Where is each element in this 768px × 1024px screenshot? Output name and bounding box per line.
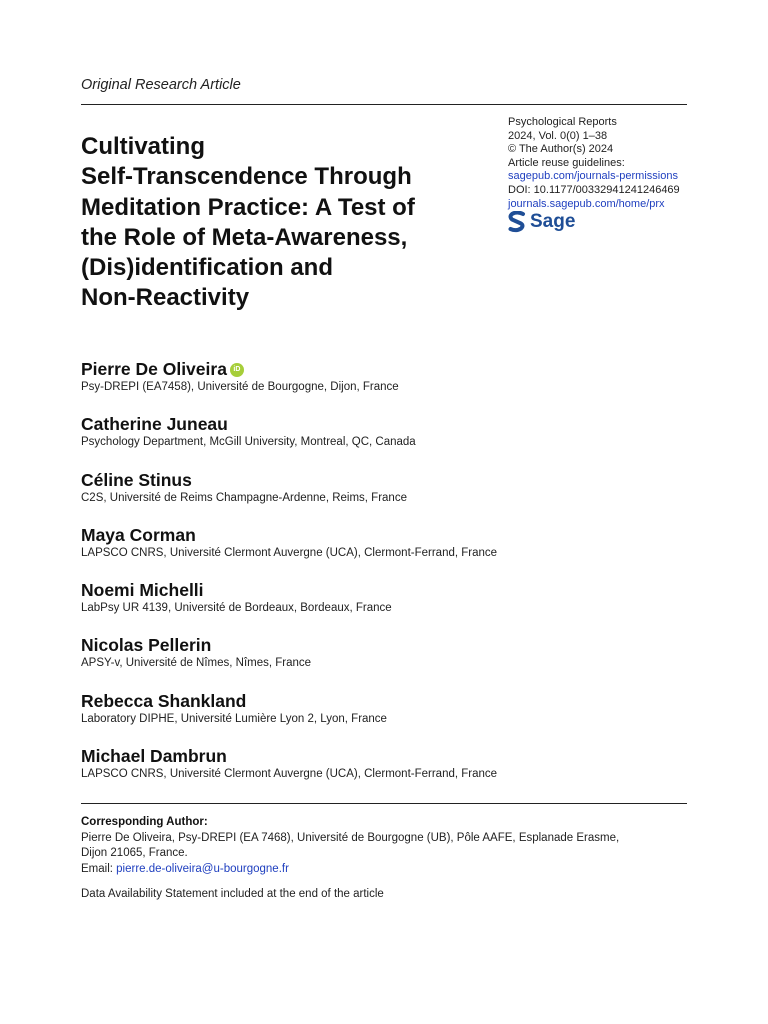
footer-divider	[81, 803, 687, 804]
sage-logo-icon	[508, 211, 526, 233]
corresponding-email-row	[81, 862, 691, 878]
top-divider	[81, 104, 687, 105]
title-line: the Role of Meta-Awareness,	[81, 223, 408, 251]
author-entry	[81, 580, 701, 635]
title-line: Cultivating	[81, 133, 205, 160]
author-affiliation: Psy-DREPI (EA7458), Université de Bourgogne, Dijon, France	[81, 381, 399, 393]
author-name: Nicolas Pellerin	[81, 635, 212, 656]
email-label: Email:	[81, 862, 117, 875]
author-affiliation: LAPSCO CNRS, Université Clermont Auvergne (UCA), Clermont-Ferrand, France	[81, 546, 498, 559]
author-entry	[81, 525, 701, 580]
publisher-logo[interactable]	[508, 211, 575, 233]
title-line: (Dis)identification and	[81, 254, 333, 282]
author-affiliation: APSY-v, Université de Nîmes, Nîmes, France	[81, 657, 312, 670]
article-title	[81, 132, 491, 314]
author-name: Maya Corman	[81, 524, 196, 545]
publisher-name: Sage	[530, 211, 576, 232]
corresponding-address-line: Dijon 21065, France.	[81, 847, 188, 859]
author-entry	[81, 414, 701, 469]
article-type-label: Original Research Article	[81, 77, 241, 93]
title-line: Non-Reactivity	[81, 284, 250, 312]
doi-text: DOI: 10.1177/00332941241246469	[508, 183, 680, 196]
title-line: Meditation Practice: A Test of	[81, 193, 415, 221]
author-name: Rebecca Shankland	[81, 690, 247, 711]
author-affiliation: LabPsy UR 4139, Université de Bordeaux, Bordeaux, France	[81, 602, 392, 615]
journal-name: Psychological Reports	[508, 116, 617, 128]
author-entry	[81, 635, 701, 690]
author-affiliation: C2S, Université de Reims Champagne-Ardenne, Reims, France	[81, 491, 407, 504]
data-availability-statement: Data Availability Statement included at the end of the article	[81, 888, 384, 900]
reuse-guidelines-link[interactable]: sagepub.com/journals-permissions	[508, 170, 678, 183]
author-entry	[81, 691, 701, 746]
journal-homepage-link[interactable]: journals.sagepub.com/home/prx	[508, 197, 665, 210]
author-entry	[81, 359, 701, 414]
author-name: Pierre De Oliveira	[81, 359, 227, 379]
corresponding-author-heading: Corresponding Author:	[81, 816, 208, 828]
author-name: Céline Stinus	[81, 469, 192, 490]
corresponding-address-line: Pierre De Oliveira, Psy-DREPI (EA 7468), Université de Bourgogne (UB), Pôle AAFE, Esplanade Erasme,	[81, 831, 620, 844]
author-name: Michael Dambrun	[81, 746, 227, 767]
corresponding-author-block	[81, 815, 691, 877]
journal-metadata	[508, 116, 698, 211]
author-list	[81, 359, 701, 801]
journal-volume: 2024, Vol. 0(0) 1–38	[508, 129, 608, 142]
author-affiliation: Psychology Department, McGill University, Montreal, QC, Canada	[81, 436, 416, 449]
author-name: Noemi Michelli	[81, 580, 204, 601]
author-entry	[81, 470, 701, 525]
reuse-guidelines-label: Article reuse guidelines:	[508, 156, 625, 169]
author-name: Catherine Juneau	[81, 414, 228, 435]
author-affiliation: LAPSCO CNRS, Université Clermont Auvergne (UCA), Clermont-Ferrand, France	[81, 768, 498, 781]
email-link[interactable]: pierre.de-oliveira@u-bourgogne.fr	[116, 862, 289, 875]
copyright-notice: © The Author(s) 2024	[508, 143, 614, 156]
title-line: Self-Transcendence Through	[81, 163, 412, 191]
orcid-icon[interactable]: iD	[230, 363, 244, 377]
author-entry	[81, 746, 701, 801]
author-affiliation: Laboratory DIPHE, Université Lumière Lyon 2, Lyon, France	[81, 712, 387, 725]
